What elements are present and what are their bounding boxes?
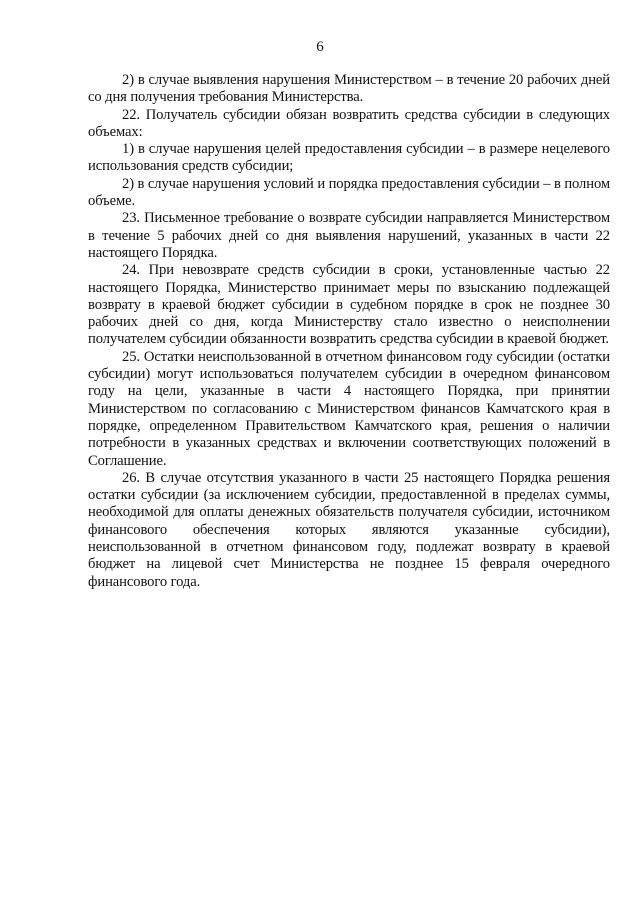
- paragraph-22: 22. Получатель субсидии обязан возвратить средства субсидии в следующих объемах:: [88, 106, 610, 140]
- paragraph-22-item-2: 2) в случае нарушения условий и порядка предоставления субсидии – в полном объеме.: [88, 175, 610, 210]
- document-body: [88, 72, 610, 591]
- page-number: 6: [316, 39, 324, 55]
- paragraph-23: 23. Письменное требование о возврате субсидии направляется Министерством в течение 5 рабочих дней со дня выявления нарушений, указанных в части 22 настоящего Порядка.: [88, 210, 610, 261]
- paragraph-22-item-1: 1) в случае нарушения целей предоставления субсидии – в размере нецелевого использования средств субсидии;: [88, 141, 610, 175]
- paragraph-25: 25. Остатки неиспользованной в отчетном финансовом году субсидии (остатки субсидии) могут использоваться получателем субсидии в очередном финансовом году на цели, указанные в части 4 настоящего Порядка, при принятии Министерством по согласованию с Министерством финансов Камчатского края в порядке, определенном Правительством Камчатского края, решения о наличии потребности в указанных средствах и включении соответствующих положений в Соглашение.: [88, 348, 610, 469]
- paragraph-26: 26. В случае отсутствия указанного в части 25 настоящего Порядка решения остатки субсидии (за исключением субсидии, предоставленной в пределах суммы, необходимой для оплаты денежных обязательств получателя субсидии, источником финансового обеспечения которых являются указанные субсидии), неиспользованной в отчетном финансовом году, подлежат возврату в краевой бюджет на лицевой счет Министерства не позднее 15 февраля очередного финансового года.: [88, 469, 610, 590]
- paragraph-21-item-2: 2) в случае выявления нарушения Министерством – в течение 20 рабочих дней со дня получения требования Министерства.: [88, 72, 610, 106]
- paragraph-24: 24. При невозврате средств субсидии в сроки, установленные частью 22 настоящего Порядка, Министерство принимает меры по взысканию подлежащей возврату в краевой бюджет субсидии в судебном порядке в срок не позднее 30 рабочих дней со дня, когда Министерству стало известно о неисполнении получателем субсидии обязанности возвратить средства субсидии в краевой бюджет.: [88, 262, 610, 348]
